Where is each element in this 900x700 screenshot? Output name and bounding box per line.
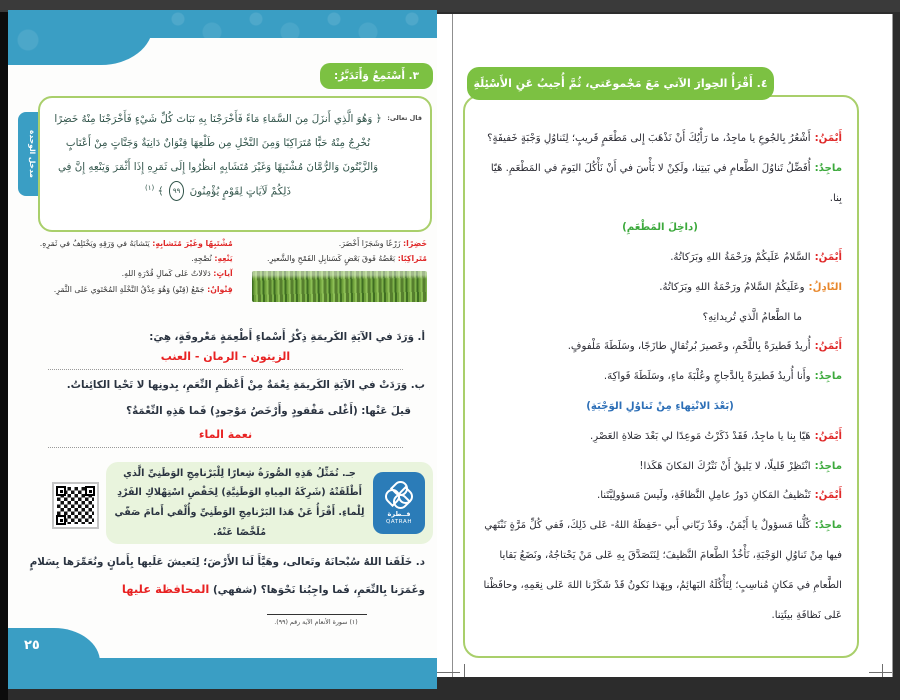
dialogue-line	[478, 422, 842, 452]
dialogue-line	[478, 481, 842, 511]
stage-direction: (بَعْدَ الانْتِهاءِ مِنْ تَناوُلِ الوَجْبَةِ)	[586, 401, 734, 413]
speaker-name: أَيْمَنُ:	[814, 430, 842, 442]
dialogue-line	[478, 243, 842, 273]
dialogue-text: وأَنا أُريدُ فَطيرَةً بِالدَّجاجِ وعُلْبَةَ ماءٍ، وسَلَطَةَ فَواكِهَ.	[603, 371, 811, 383]
verse-closing-bracket: ﴾	[157, 185, 164, 198]
question-d	[18, 550, 425, 603]
dialogue-line	[478, 154, 842, 214]
qatrah-logo-arabic: قــطرة	[387, 509, 411, 518]
dialogue-line	[478, 511, 842, 630]
dialogue-box	[463, 95, 859, 658]
dialogue-line	[478, 124, 842, 154]
crop-mark	[464, 664, 465, 677]
definitions-column-right	[241, 236, 427, 302]
dialogue-text: تَنْظيفُ المَكانِ دَورُ عامِلِ النَّظافَةِ، ولَيسَ مَسؤولِيَّتَنا.	[596, 490, 811, 502]
definition-term: مُتَراكِبًا:	[397, 254, 427, 264]
wheat-field-photo	[252, 271, 427, 302]
dialogue-line-continuation: ما الطَّعامُ الَّذي تُريدانِهِ؟	[702, 311, 802, 323]
ayah-number: ٩٩	[169, 181, 185, 201]
definition-meaning: بَعْضُهُ فَوقَ بَعْضٍ كَسَنابِلِ القَمْحِ والشَّعيرِ.	[267, 254, 396, 264]
question-c-box	[106, 462, 433, 544]
crop-mark	[437, 672, 460, 673]
qr-code	[52, 482, 99, 529]
qatrah-logo-english: QATRAH	[385, 518, 413, 525]
verse-body: ﴿ وَهُوَ الَّذِي أَنزَلَ مِنَ السَّمَاءِ مَاءً فَأَخْرَجْنَا بِهِ نَبَاتَ كُلِّ شَيْءٍ فَأَخْرَجْنَا مِنْهُ خَضِرًا نُخْرِجُ مِنْهُ حَبًّا مُتَرَاكِبًا وَمِنَ النَّخْلِ مِن طَلْعِهَا قِنْوَانٌ دَانِيَةٌ وَجَنَّاتٍ مِنْ أَعْنَابٍ وَالزَّيْتُونَ وَالرُّمَّانَ مُشْتَبِهًا وَغَيْرَ مُتَشَابِهٍ انظُرُوا إِلَى ثَمَرِهِ إِذَا أَثْمَرَ وَيَنْعِهِ إِنَّ فِي ذَلِكُمْ لَآيَاتٍ لِقَوْمٍ يُؤْمِنُونَ	[54, 113, 382, 198]
definition-term: آياتٍ:	[213, 269, 233, 279]
question-c-text: جـ. تُمَثِّلُ هَذِهِ الصُّورَةُ شِعارًا لِلْبَرْنامِجِ الوَطَنِيِّ الَّذي أَطْلَقَتْهُ (شَرِكَةُ المِياهِ الوَطَنِيَّةِ) لِخَفْضِ اسْتِهْلاكِ الفَرْدِ لِلْماءِ. أَقْرَأُ عَنْ هَذا البَرْنامِجِ الوَطَنِيِّ وأُلْقي أَمامَ صَفّي مُلَخَّصًا عَنْهُ.	[114, 467, 365, 538]
answer-a: الزيتون - الرمان - العنب	[48, 350, 403, 370]
speaker-name: أَيْمَنُ:	[814, 133, 842, 144]
quran-verse-text	[40, 98, 430, 208]
answer-b: نعمة الماء	[48, 428, 403, 448]
stage-direction: (داخِلَ المَطْعَمِ)	[622, 222, 698, 234]
verse-intro-label: قال تعالى:	[387, 114, 422, 122]
crop-mark	[869, 672, 892, 673]
definition	[14, 282, 233, 297]
definitions-column-left	[14, 236, 233, 302]
header-decoration-band-curve	[8, 10, 153, 65]
definition-meaning: نُضْجِهِ.	[191, 254, 212, 264]
question-b-line2: قيلَ عَنْها: (أَغْلى مَفْقودٍ وأَرْخَصُ مَوْجودٍ) فَما هَذِهِ النِّعْمَةُ؟	[126, 405, 411, 417]
speaker-name: ماجِدٌ:	[814, 520, 842, 532]
dialogue-text: أُفَضِّلُ تَناوُلَ الطَّعامِ في بَيتِنا، ولَكِنْ لا بَأْسَ في أَنْ نَأْكُلَ اليَومَ في المَطْعَمِ. هَيّا بِنا.	[490, 162, 842, 204]
verse-footnote-marker: (١)	[144, 183, 155, 192]
question-b-line1: ب. وَرَدَتْ في الآيَةِ الكَريمَةِ نِعْمَةٌ مِنْ أَعْظَمِ النِّعَمِ، بِدونِها لا تَحْيا الكائِناتُ.	[66, 379, 425, 391]
definition	[14, 266, 233, 281]
left-page	[8, 10, 437, 689]
speaker-name: النّادِلُ:	[808, 281, 842, 293]
dialogue-line	[478, 452, 842, 482]
water-drop-flower-icon	[385, 481, 413, 509]
definition	[14, 236, 233, 251]
definition-meaning: زَرْعًا وشَجَرًا أَخْضَرَ.	[338, 239, 401, 248]
dialogue-text: انْتَظِرْ قَليلًا، لا يَليقُ أَنْ نَتْرُكَ المَكانَ هَكَذا!	[639, 460, 811, 472]
dialogue-text: السَّلامُ عَلَيكُمْ ورَحْمَةُ اللهِ وبَرَكاتُهُ.	[670, 252, 811, 264]
footer-band	[8, 658, 437, 689]
unit-side-tab-label: مدخل الوحدة	[28, 130, 37, 178]
dialogue-text: هَيّا بِنا يا ماجِدُ، فَقَدْ ذَكَرْتُ مَوعِدًا لي بَعْدَ صَلاةِ العَصْرِ.	[589, 430, 811, 442]
question-d-text: د. خَلَقَنا اللهُ سُبْحانَهُ وتَعالى، وهَيَّأَ لَنا الأَرْضَ؛ لِنَعيشَ عَلَيها بِأَمانٍ ونُعَمِّرَها بِسَلامٍ وغَمَرَنا بِالنِّعَمِ، فَما واجِبُنا نَحْوَها؟ (شفهي)	[29, 556, 425, 597]
question-a: أ. وَرَدَ في الآيَةِ الكَريمَةِ ذِكْرُ أَسْماءِ أَطْعِمَةٍ مَعْروفَةٍ، هِيَ:	[149, 331, 425, 343]
definition	[241, 251, 427, 266]
dialogue-line	[478, 362, 842, 392]
right-page	[437, 14, 893, 677]
dialogue-text: أُريدُ فَطيرَةً بِاللَّحْمِ، وعَصيرَ بُرتُقالٍ طازَجًا، وسَلَطَةَ مَلْفوفٍ.	[567, 341, 811, 353]
footnote-text: (١) سورة الأنعام الآية رقم (٩٩).	[274, 619, 358, 626]
definition	[241, 236, 427, 251]
definition	[14, 251, 233, 266]
definition-term: قِنْوانٌ:	[207, 284, 233, 294]
qatrah-logo	[373, 472, 425, 534]
trim-line	[452, 14, 453, 677]
listen-reflect-badge: ٣. أَسْتَمِعُ وَأَتَدَبَّرُ:	[320, 63, 433, 89]
definition-term: يَنْعِهِ:	[214, 254, 233, 264]
footnote-rule	[267, 614, 367, 615]
vocabulary-definitions	[14, 236, 427, 302]
qr-code-pattern	[57, 487, 94, 524]
page-number: ٢٥	[24, 638, 40, 653]
definition-meaning: جَمْعُ (قِنْو) وَهُوَ عِذْقُ النَّخْلَةِ المُحْتَوي عَلى الثَّمَرِ.	[53, 284, 205, 294]
speaker-name: ماجِدٌ:	[814, 162, 842, 174]
dialogue-text: كُلُّنا مَسؤولٌ يا أَيْمَنُ. وقَدْ رَبّاني أَبي -حَفِظَهُ اللهُ- عَلى ذَلِكَ، فَفي كُلِّ مَرَّةٍ نَنْتَهي فيها مِنْ تَناوُلِ الوَجْبَةِ، نَأْخُذُ الطَّعامَ النَّظيفَ؛ لِنَتَصَدَّقَ بِهِ عَلى مَنْ يَحْتاجُهُ، ونَضَعُ بَقايا الطَّعامِ في مَكانٍ مُناسِبٍ؛ لِتَأْكُلَهُ البَهائِمُ، وبِهَذا نَكونُ قَدْ شَكَرْنا اللهَ عَلى نِعَمِهِ، وحافَظْنا عَلى نَظافَةِ بيئَتِنا.	[483, 520, 842, 621]
dialogue-line	[478, 273, 842, 303]
definition-term: خَضِرًا:	[403, 239, 427, 248]
dialogue-text: وعَلَيكُمُ السَّلامُ ورَحْمَةُ اللهِ وبَرَكاتُهُ.	[659, 281, 805, 293]
dialogue-activity-header: ٤. أَقْرَأُ الحِوارَ الآتي مَعَ مَجْموعَتي، ثُمَّ أُجيبُ عَنِ الأَسْئِلَةِ الآتِيَةِ:	[467, 67, 774, 100]
dialogue-line	[478, 332, 842, 362]
quran-verse-box	[38, 96, 432, 232]
speaker-name: ماجِدٌ:	[814, 460, 842, 472]
definition-term: مُشْتَبِهًا وغَيْرَ مُتَشابِهٍ:	[152, 239, 233, 248]
speaker-name: أَيْمَنُ:	[814, 341, 842, 353]
definition-meaning: دَلالاتٌ عَلى كَمالِ قُدْرَةِ اللهِ.	[121, 269, 211, 279]
definition-meaning: يَتَشابَهُ في وَرَقِهِ ويَخْتَلِفُ في ثَمَرِهِ.	[39, 239, 150, 248]
speaker-name: ماجِدٌ:	[814, 371, 842, 383]
speaker-name: أَيْمَنُ:	[814, 490, 842, 502]
viewer-edge	[0, 0, 8, 700]
crop-mark	[882, 664, 883, 677]
dialogue-text: أَشْعُرُ بِالجُوعِ يا ماجِدُ، ما رَأْيُكَ أَنْ نَذْهَبَ إِلى مَطْعَمٍ قَريبٍ؛ لِتَناوُلِ وَجْبَةٍ خَفيفَةٍ؟	[487, 133, 811, 144]
speaker-name: أَيْمَنُ:	[814, 252, 842, 264]
answer-d: المحافظة عليها	[121, 582, 210, 597]
